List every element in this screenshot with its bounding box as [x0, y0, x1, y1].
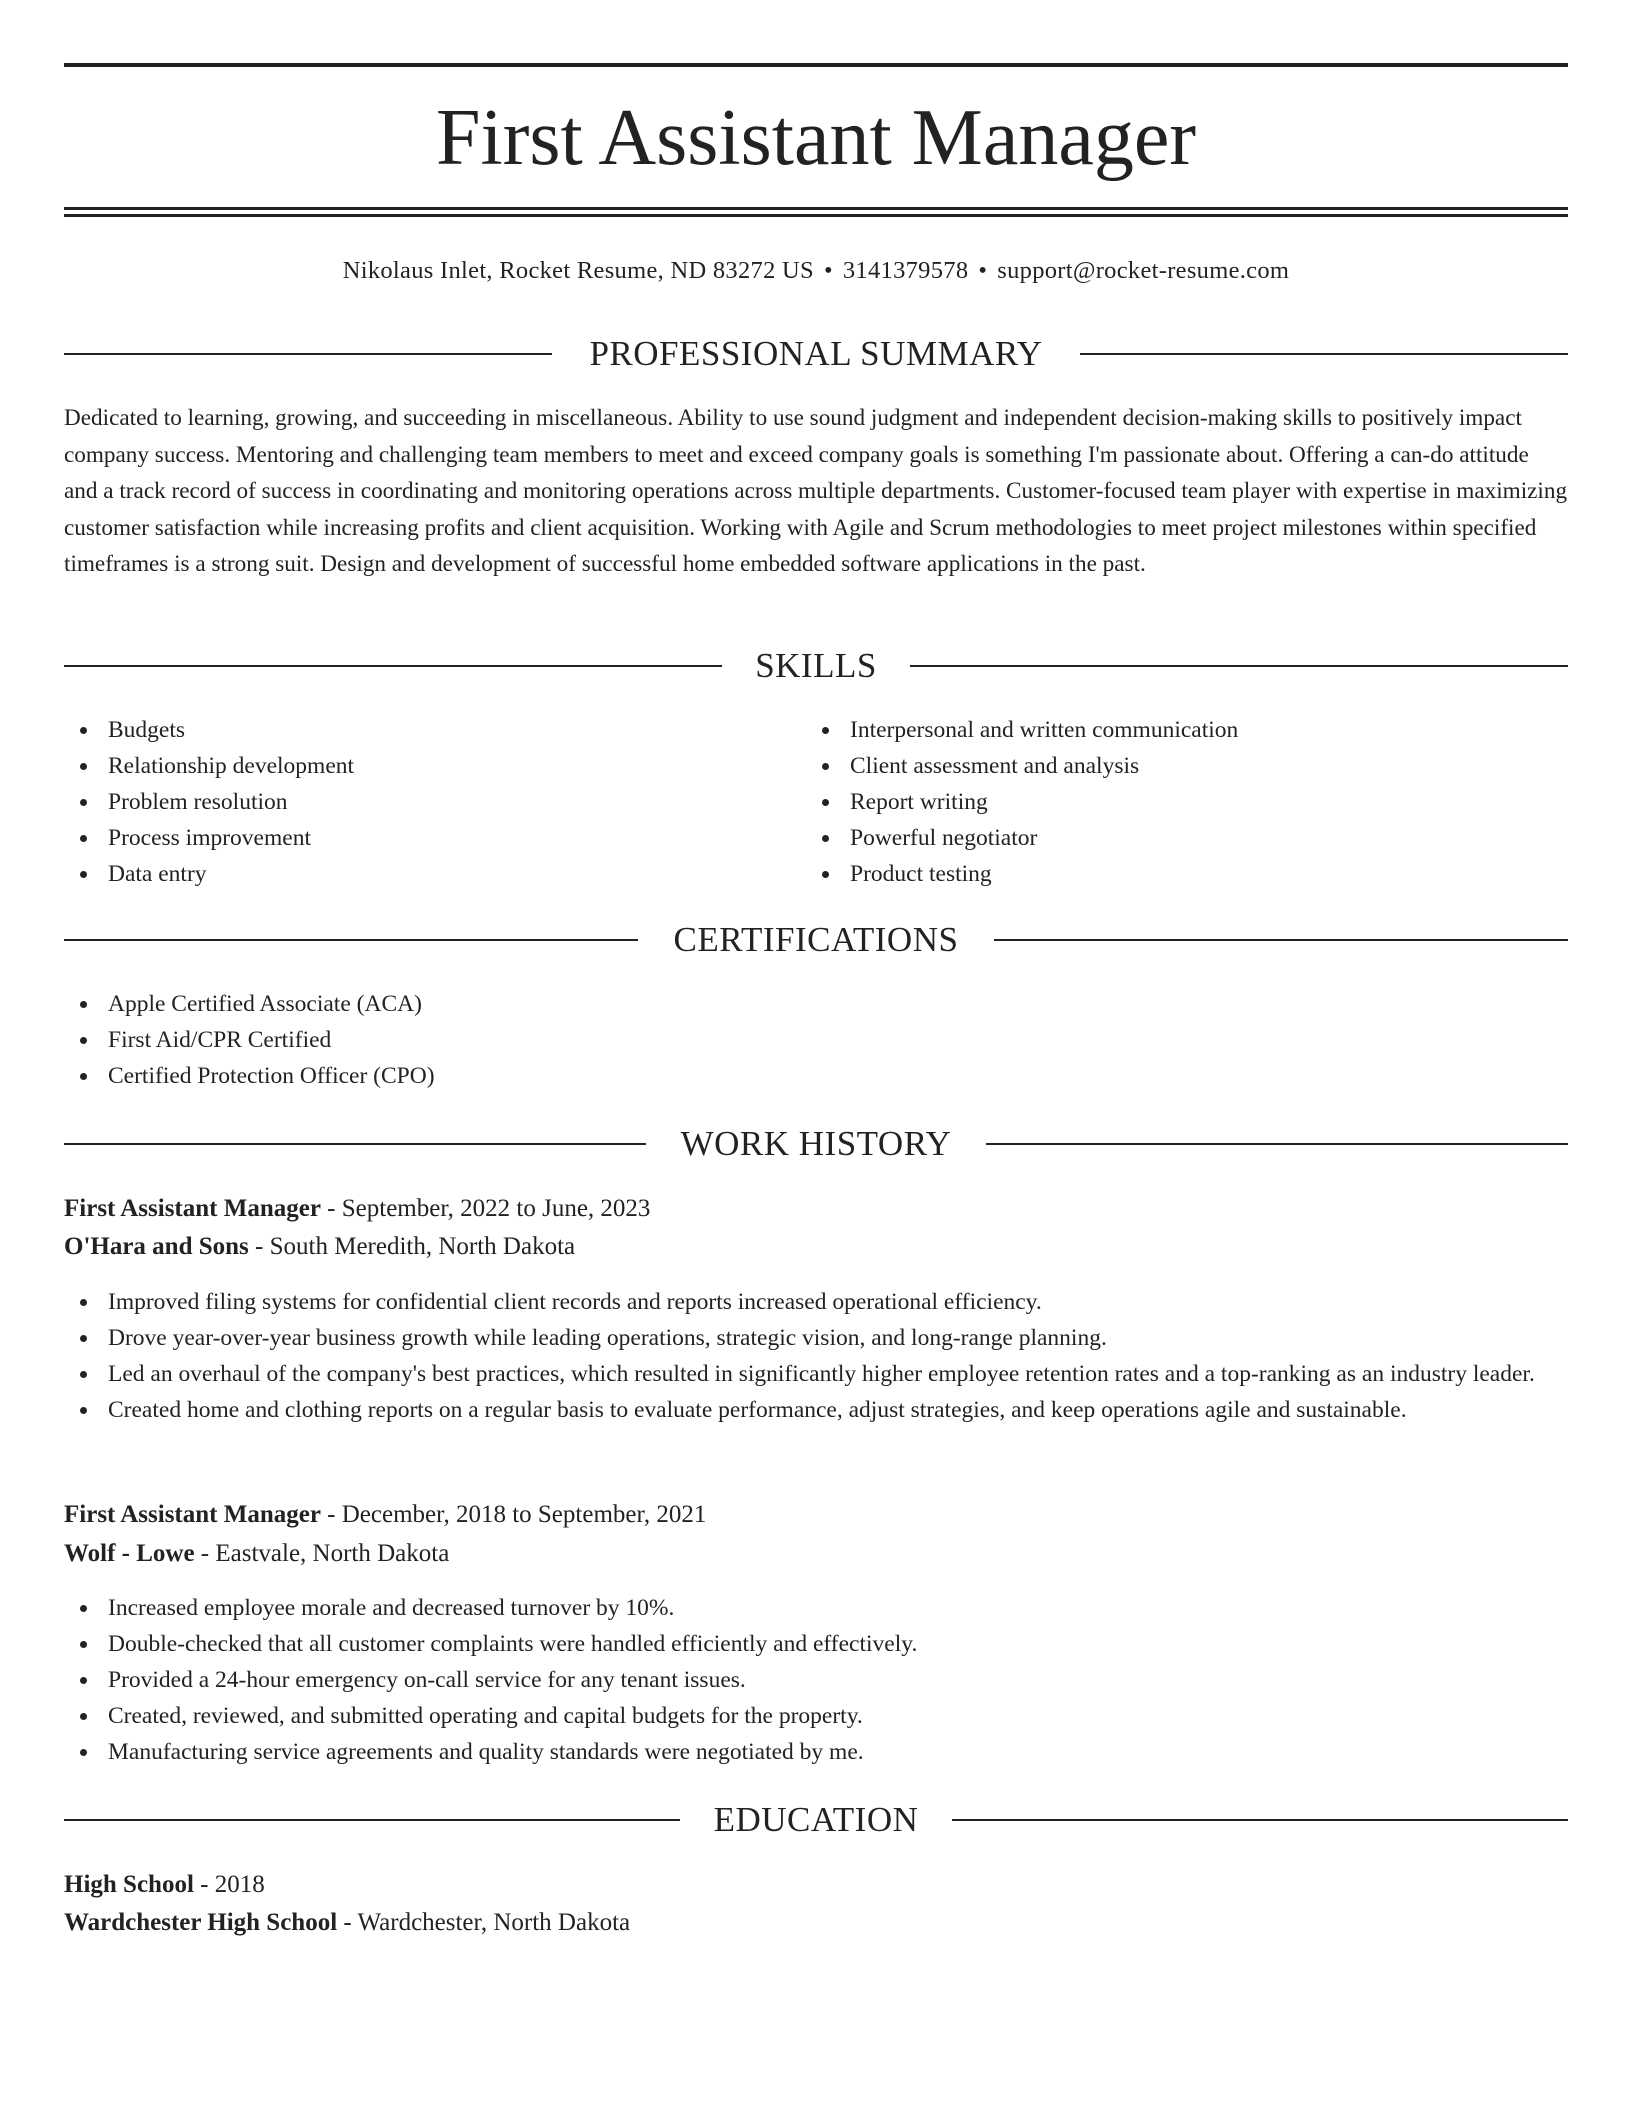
skill-item: Relationship development	[64, 748, 784, 784]
job-location: Eastvale, North Dakota	[215, 1540, 450, 1567]
education-dash: -	[193, 1871, 215, 1898]
job-title: First Assistant Manager	[64, 1501, 321, 1528]
job-dash: -	[248, 1233, 270, 1260]
skills-list-right	[806, 712, 1566, 892]
contact-line	[64, 254, 1568, 288]
job-company: O'Hara and Sons	[64, 1233, 249, 1260]
job-title-line	[64, 1496, 1568, 1534]
education-year: 2018	[214, 1871, 265, 1898]
header-double-rule-bottom	[64, 214, 1568, 217]
job-bullet: Led an overhaul of the company's best practices, which resulted in significantly higher employee retention rates and a top-ranking as an industry leader.	[64, 1356, 1568, 1392]
candidate-name: First Assistant Manager	[436, 94, 1196, 182]
section-title: EDUCATION	[713, 1800, 919, 1839]
job-dates: December, 2018 to September, 2021	[341, 1501, 707, 1528]
job-bullet: Manufacturing service agreements and quality standards were negotiated by me.	[64, 1734, 1568, 1770]
job-title-line	[64, 1190, 1568, 1228]
skill-item: Client assessment and analysis	[806, 748, 1566, 784]
header-double-rule-top	[64, 207, 1568, 210]
section-heading-education	[64, 1798, 1568, 1842]
section-heading-summary	[64, 332, 1568, 376]
job-dash: -	[320, 1195, 342, 1222]
job-dash: -	[320, 1501, 342, 1528]
contact-separator: •	[823, 257, 833, 284]
education-school: Wardchester High School	[64, 1909, 338, 1936]
section-title: SKILLS	[755, 646, 877, 685]
skill-item: Powerful negotiator	[806, 820, 1566, 856]
skill-item: Process improvement	[64, 820, 784, 856]
education-location: Wardchester, North Dakota	[357, 1909, 631, 1936]
section-title: PROFESSIONAL SUMMARY	[589, 334, 1043, 373]
job-bullets	[64, 1284, 1568, 1428]
summary-text: Dedicated to learning, growing, and succeeding in miscellaneous. Ability to use sound judgment and independent decision-making skills to positively impact company success. Mentoring and challenging team members to meet and exceed company goals is something I'm passionate about. Offering a can-do attitude and a track record of success in coordinating and monitoring operations across multiple departments. Customer-focused team player with expertise in maximizing customer satisfaction while increasing profits and client acquisition. Working with Agile and Scrum methodologies to meet project milestones within specified timeframes is a strong suit. Design and development of successful home embedded software applications in the past.	[64, 405, 1568, 578]
section-heading-certifications	[64, 918, 1568, 962]
job-bullet: Provided a 24-hour emergency on-call service for any tenant issues.	[64, 1662, 1568, 1698]
education-school-line	[64, 1904, 1568, 1942]
job-company-line	[64, 1228, 1568, 1266]
skill-item: Problem resolution	[64, 784, 784, 820]
education-degree: High School	[64, 1871, 194, 1898]
job-location: South Meredith, North Dakota	[269, 1233, 576, 1260]
contact-address: Nikolaus Inlet, Rocket Resume, ND 83272 US	[342, 257, 814, 284]
section-title: CERTIFICATIONS	[673, 920, 959, 959]
skill-item: Budgets	[64, 712, 784, 748]
skill-item: Product testing	[806, 856, 1566, 892]
header-top-rule	[64, 63, 1568, 67]
job-company: Wolf - Lowe	[64, 1540, 195, 1567]
job-dash: -	[194, 1540, 216, 1567]
contact-separator: •	[978, 257, 988, 284]
job-title: First Assistant Manager	[64, 1195, 321, 1222]
job-bullet: Double-checked that all customer complaints were handled efficiently and effectively.	[64, 1626, 1568, 1662]
job-company-line	[64, 1535, 1568, 1573]
skill-item: Interpersonal and written communication	[806, 712, 1566, 748]
contact-phone: 3141379578	[842, 257, 969, 284]
job-bullet: Drove year-over-year business growth while leading operations, strategic vision, and long-range planning.	[64, 1320, 1568, 1356]
job-bullet: Improved filing systems for confidential client records and reports increased operational efficiency.	[64, 1284, 1568, 1320]
job-bullet: Increased employee morale and decreased turnover by 10%.	[64, 1590, 1568, 1626]
certification-item: First Aid/CPR Certified	[64, 1022, 1568, 1058]
contact-email: support@rocket-resume.com	[997, 257, 1290, 284]
section-heading-work-history	[64, 1122, 1568, 1166]
section-heading-skills	[64, 644, 1568, 688]
certifications-list	[64, 986, 1568, 1094]
skill-item: Data entry	[64, 856, 784, 892]
certification-item: Apple Certified Associate (ACA)	[64, 986, 1568, 1022]
skills-list-left	[64, 712, 784, 892]
section-title: WORK HISTORY	[680, 1124, 952, 1163]
job-bullets	[64, 1590, 1568, 1770]
job-bullet: Created home and clothing reports on a regular basis to evaluate performance, adjust strategies, and keep operations agile and sustainable.	[64, 1392, 1568, 1428]
certification-item: Certified Protection Officer (CPO)	[64, 1058, 1568, 1094]
education-degree-line	[64, 1866, 1568, 1904]
job-dates: September, 2022 to June, 2023	[341, 1195, 651, 1222]
skill-item: Report writing	[806, 784, 1566, 820]
job-bullet: Created, reviewed, and submitted operating and capital budgets for the property.	[64, 1698, 1568, 1734]
education-dash: -	[337, 1909, 358, 1936]
